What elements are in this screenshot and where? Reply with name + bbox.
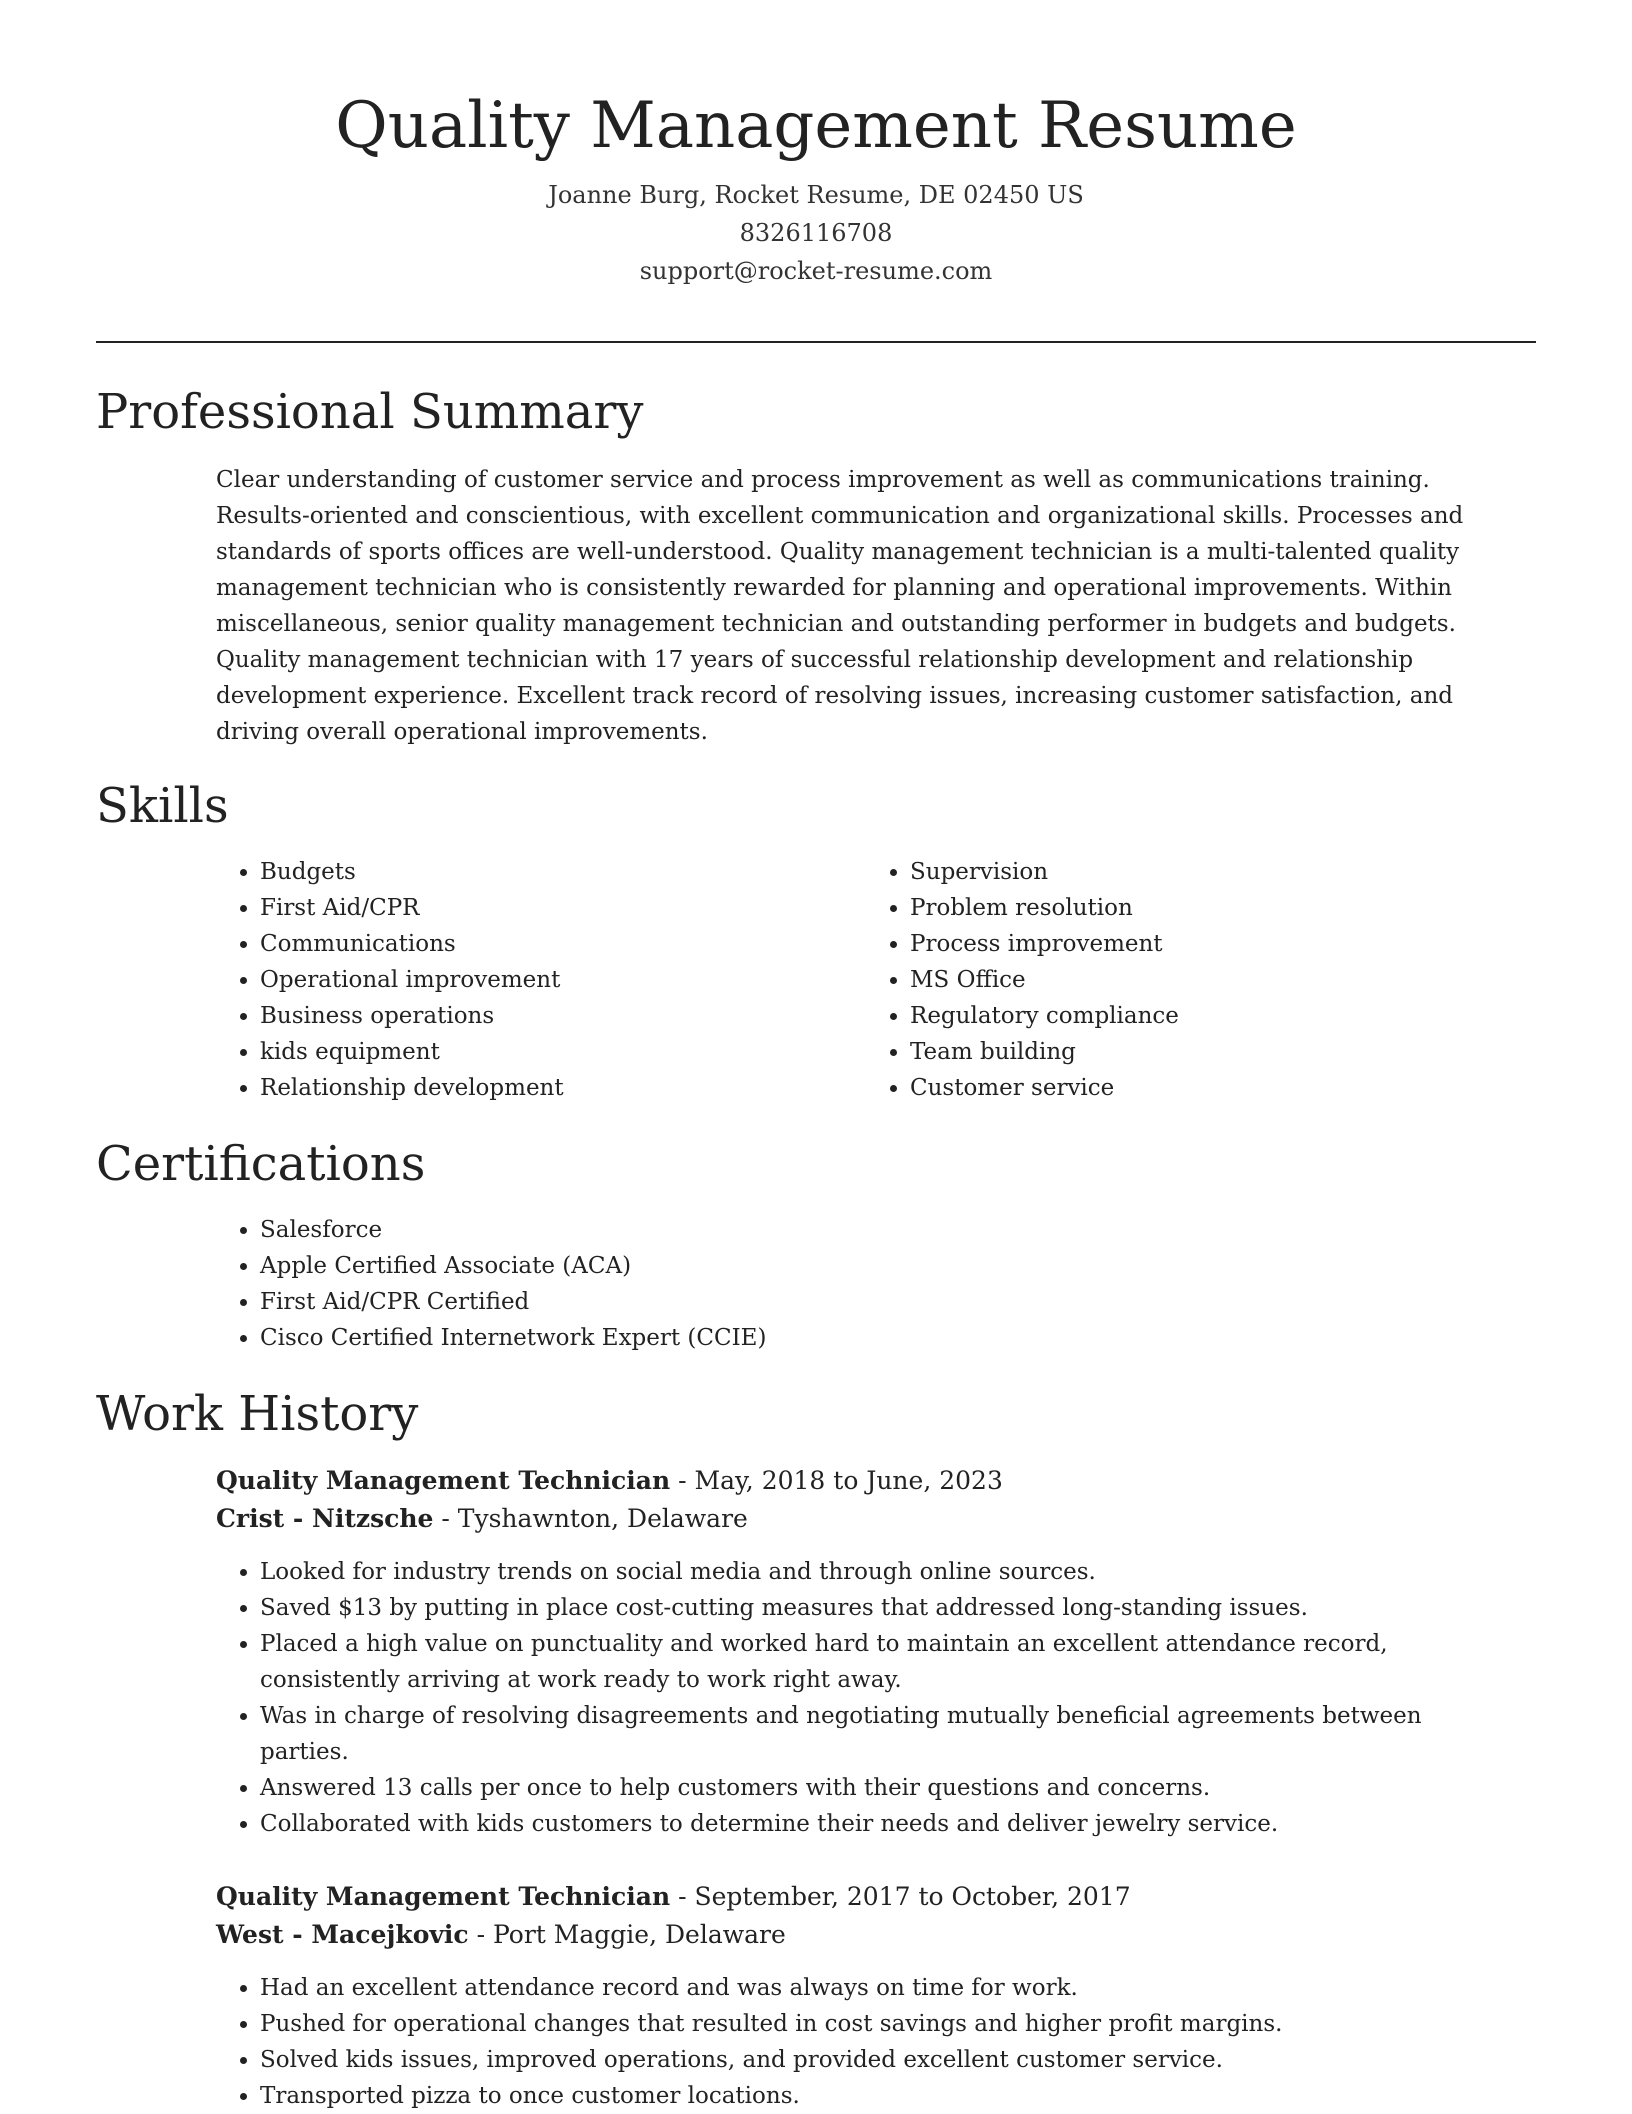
contact-info <box>96 176 1536 290</box>
skill-item: • Customer service <box>910 1070 1466 1106</box>
header-divider <box>96 341 1536 343</box>
skills-column-left <box>216 854 816 1106</box>
job-entry <box>216 1462 1516 1842</box>
job-duty: • Transported pizza to once customer locations. <box>260 2078 1516 2114</box>
skill-item: • Communications <box>260 926 816 962</box>
skill-item: • Regulatory compliance <box>910 998 1466 1034</box>
job-duty: • Placed a high value on punctuality and worked hard to maintain an excellent attendance record, consistently arriving at work ready to work right away. <box>260 1626 1516 1698</box>
job-duty: • Pushed for operational changes that resulted in cost savings and higher profit margins. <box>260 2006 1516 2042</box>
skill-item: • Supervision <box>910 854 1466 890</box>
job-title: Quality Management Technician <box>216 1466 671 1495</box>
certifications-block <box>216 1212 1416 1356</box>
skill-item: • First Aid/CPR <box>260 890 816 926</box>
job-company-line <box>216 1500 1516 1538</box>
job-separator: - <box>670 1466 695 1495</box>
job-duty: • Saved $13 by putting in place cost-cutting measures that addressed long-standing issues. <box>260 1590 1516 1626</box>
job-title-line <box>216 1878 1516 1916</box>
skills-column-right <box>866 854 1466 1106</box>
job-duty: • Collaborated with kids customers to determine their needs and deliver jewelry service. <box>260 1806 1516 1842</box>
job-location: Tyshawnton, Delaware <box>457 1504 748 1533</box>
skill-item: • Relationship development <box>260 1070 816 1106</box>
skill-item: • Business operations <box>260 998 816 1034</box>
skill-item: • Budgets <box>260 854 816 890</box>
contact-address: Joanne Burg, Rocket Resume, DE 02450 US <box>548 181 1084 209</box>
job-separator: - <box>433 1504 458 1533</box>
job-entry <box>216 1878 1516 2114</box>
resume-header <box>96 86 1536 290</box>
job-company: Crist - Nitzsche <box>216 1504 434 1533</box>
certification-item: • Apple Certified Associate (ACA) <box>260 1248 1416 1284</box>
certifications-heading: Certifications <box>96 1136 426 1192</box>
job-separator: - <box>468 1920 493 1949</box>
certification-item: • Salesforce <box>260 1212 1416 1248</box>
skills-list-right <box>866 854 1466 1106</box>
job-title-line <box>216 1462 1516 1500</box>
job-location: Port Maggie, Delaware <box>492 1920 786 1949</box>
skill-item: • MS Office <box>910 962 1466 998</box>
certifications-list <box>216 1212 1416 1356</box>
job-duty: • Had an excellent attendance record and was always on time for work. <box>260 1970 1516 2006</box>
skills-list-left <box>216 854 816 1106</box>
job-duty: • Looked for industry trends on social media and through online sources. <box>260 1554 1516 1590</box>
job-dates: May, 2018 to June, 2023 <box>694 1466 1003 1495</box>
resume-title: Quality Management Resume <box>335 89 1297 163</box>
skill-item: • Process improvement <box>910 926 1466 962</box>
summary-heading: Professional Summary <box>96 384 644 440</box>
skills-heading: Skills <box>96 778 229 834</box>
job-title: Quality Management Technician <box>216 1882 671 1911</box>
job-duties-list <box>216 1554 1516 1842</box>
job-duty: • Answered 13 calls per once to help customers with their questions and concerns. <box>260 1770 1516 1806</box>
job-separator: - <box>670 1882 695 1911</box>
skill-item: • Problem resolution <box>910 890 1466 926</box>
contact-phone: 8326116708 <box>739 219 893 247</box>
skill-item: • Operational improvement <box>260 962 816 998</box>
summary-text: Clear understanding of customer service and process improvement as well as communications training. Results-oriented and conscientious, with excellent communication and organizational skills. Processes and standards of sports offices are well-understood. Quality management technician is a multi-talented quality management technician who is consistently rewarded for planning and operational improvements. Within miscellaneous, senior quality management technician and outstanding performer in budgets and budgets. Quality management technician with 17 years of successful relationship development and relationship development experience. Excellent track record of resolving issues, increasing customer satisfaction, and driving overall operational improvements. <box>216 467 1464 745</box>
job-company-line <box>216 1916 1516 1954</box>
contact-email: support@rocket-resume.com <box>639 257 993 285</box>
job-duty: • Solved kids issues, improved operations, and provided excellent customer service. <box>260 2042 1516 2078</box>
job-company: West - Macejkovic <box>216 1920 469 1949</box>
work-history-heading: Work History <box>96 1386 419 1442</box>
certification-item: • First Aid/CPR Certified <box>260 1284 1416 1320</box>
certification-item: • Cisco Certified Internetwork Expert (CCIE) <box>260 1320 1416 1356</box>
job-duty: • Was in charge of resolving disagreements and negotiating mutually beneficial agreements between parties. <box>260 1698 1516 1770</box>
job-dates: September, 2017 to October, 2017 <box>694 1882 1131 1911</box>
skill-item: • kids equipment <box>260 1034 816 1070</box>
skill-item: • Team building <box>910 1034 1466 1070</box>
job-duties-list <box>216 1970 1516 2114</box>
